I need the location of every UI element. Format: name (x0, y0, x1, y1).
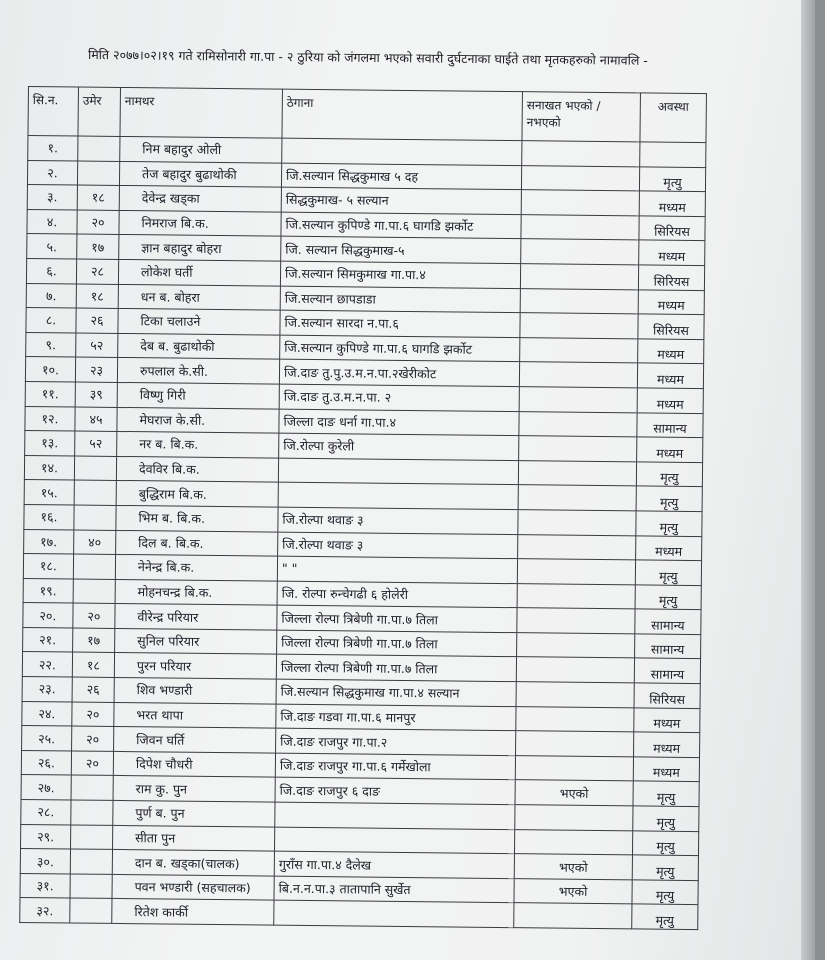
cell-status: मध्यम (639, 191, 705, 216)
paper-edge (801, 0, 815, 960)
cell-age (70, 849, 112, 874)
cell-address: जि.दाङ राजपुर गा.पा.२ (276, 728, 516, 755)
cell-address: जि.रोल्पा थवाङ ३ (278, 507, 518, 534)
cell-status: मृत्यु (636, 486, 702, 511)
cell-identified (515, 755, 633, 781)
cell-identified (514, 829, 632, 855)
cell-address: जिल्ला रोल्पा त्रिबेणी गा.पा.७ तिला (277, 605, 517, 632)
cell-identified: भएको (514, 878, 632, 904)
cell-name: निमराज बि.क. (119, 210, 281, 236)
cell-address: जि.सल्यान छापडाडा (280, 286, 520, 313)
cell-address: " " (277, 556, 517, 583)
cell-serial: २५. (22, 726, 72, 751)
cell-status: मृत्यु (635, 560, 701, 585)
cell-serial: १. (28, 136, 78, 161)
cell-serial: १०. (25, 357, 75, 382)
cell-status: सिरियस (638, 314, 704, 339)
cell-serial: ८. (26, 308, 76, 333)
casualty-table (19, 86, 707, 930)
document-title: मिति २०७७।०२।१९ गते रामिसोनारी गा.पा - २ ठुरिया को जंगलमा भएको सवारी दुर्घटनाका घाईते तथा मृतकहरुको नामावलि - (87, 47, 648, 68)
cell-status: मध्यम (639, 240, 705, 265)
cell-address (278, 458, 518, 485)
cell-serial: २४. (22, 701, 72, 726)
cell-name: ज्ञान बहादुर बोहरा (119, 235, 281, 261)
cell-name: वीरेन्द्र परियार (115, 604, 277, 630)
cell-status: मध्यम (638, 339, 704, 364)
cell-name: टिका चलाउने (118, 309, 280, 335)
cell-status: मध्यम (636, 535, 702, 560)
cell-identified: भएको (515, 780, 633, 806)
cell-address: गुराँस गा.पा.४ दैलेख (274, 851, 514, 878)
cell-serial: २१. (23, 627, 73, 652)
header-identified: सनाखत भएको / नभएको (522, 92, 641, 142)
cell-serial: ७. (26, 283, 76, 308)
cell-status: मृत्यु (632, 855, 698, 880)
cell-identified (518, 510, 636, 536)
cell-status: मृत्यु (639, 167, 705, 192)
cell-serial: २८. (21, 799, 71, 824)
table-body (20, 136, 706, 930)
cell-identified (521, 239, 639, 265)
cell-address (282, 138, 522, 165)
cell-address (274, 901, 514, 928)
cell-status: सिरियस (639, 216, 705, 241)
cell-identified (517, 559, 635, 585)
cell-status: सामान्य (635, 609, 701, 634)
cell-name: नेनेन्द्र बि.क. (115, 555, 277, 581)
cell-address: जि.सल्यान सिमकुमाख गा.पा.४ (280, 261, 520, 288)
cell-status: मध्यम (637, 437, 703, 462)
cell-identified (521, 214, 639, 240)
cell-name: देब ब. बुढाथोकी (118, 333, 280, 359)
cell-age: २८ (76, 259, 118, 284)
cell-identified (520, 288, 638, 314)
cell-name: पवन भण्डारी (सहचालक) (112, 874, 274, 900)
cell-serial: ३. (27, 185, 77, 210)
cell-age: २३ (75, 357, 117, 382)
cell-address: बि.न.न.पा.३ तातापानि सुर्खेत (274, 876, 514, 903)
cell-identified (518, 460, 636, 486)
cell-age (70, 898, 112, 923)
cell-identified (515, 805, 633, 831)
cell-age (77, 161, 119, 186)
cell-address: जि.दाङ तु.पु.उ.म.न.पा.२खेरीकोट (279, 359, 519, 386)
cell-identified (519, 411, 637, 437)
cell-age: ५२ (75, 431, 117, 456)
cell-identified (514, 903, 632, 929)
cell-name: भिम ब. बि.क. (116, 505, 278, 531)
cell-name: धन ब. बोहरा (118, 284, 280, 310)
cell-age: ४५ (75, 407, 117, 432)
cell-address: जिल्ला रोल्पा त्रिबेणी गा.पा.७ तिला (277, 630, 517, 657)
header-status: अवस्था (640, 93, 707, 143)
cell-serial: २६. (21, 750, 71, 775)
cell-age: १७ (77, 234, 119, 259)
cell-name: तेज बहादुर बुढाथोकी (119, 161, 281, 187)
cell-name: लोकेश घर्ती (118, 259, 280, 285)
cell-serial: ५. (27, 234, 77, 259)
cell-age (73, 554, 115, 579)
cell-serial: २९. (21, 824, 71, 849)
cell-serial: १६. (24, 504, 74, 529)
cell-age: ३९ (75, 382, 117, 407)
cell-identified (519, 362, 637, 388)
cell-identified (519, 436, 637, 462)
cell-name: सुनिल परियार (115, 628, 277, 654)
cell-identified (519, 387, 637, 413)
cell-identified (516, 706, 634, 732)
cell-address: जि. सल्यान सिद्धकुमाख-५ (281, 237, 521, 264)
cell-identified (520, 313, 638, 339)
cell-age: २० (72, 702, 114, 727)
cell-age (74, 456, 116, 481)
cell-status: सामान्य (634, 658, 700, 683)
cell-status: मृत्यु (635, 585, 701, 610)
cell-serial: ३१. (20, 873, 70, 898)
cell-status: मध्यम (638, 289, 704, 314)
cell-serial: ९. (26, 332, 76, 357)
cell-name: देवविर बि.क. (116, 456, 278, 482)
cell-age (78, 136, 120, 161)
cell-status: सामान्य (635, 634, 701, 659)
cell-status: मृत्यु (633, 806, 699, 831)
cell-age: २६ (72, 677, 114, 702)
cell-serial: २. (27, 160, 77, 185)
cell-identified (517, 608, 635, 634)
cell-age: २० (71, 751, 113, 776)
cell-serial: १२. (25, 406, 75, 431)
cell-age (74, 480, 116, 505)
cell-identified: भएको (514, 854, 632, 880)
cell-serial: ११. (25, 381, 75, 406)
header-age: उमेर (78, 87, 121, 136)
cell-name: राम कु. पुन (113, 776, 275, 802)
cell-serial: १९. (23, 578, 73, 603)
cell-status: सामान्य (637, 412, 703, 437)
cell-serial: १५. (24, 480, 74, 505)
cell-age: १८ (77, 185, 119, 210)
cell-identified (518, 485, 636, 511)
cell-address: जि.रोल्पा थवाङ ३ (278, 532, 518, 559)
cell-identified (521, 165, 639, 191)
cell-age: १८ (72, 652, 114, 677)
cell-address: जिल्ला रोल्पा त्रिबेणी गा.पा.७ तिला (276, 655, 516, 682)
cell-name: मोहनचन्द्र बि.क. (115, 579, 277, 605)
cell-address: जि.रोल्पा कुरेली (279, 433, 519, 460)
cell-address: जिल्ला दाङ धर्ना गा.पा.४ (279, 409, 519, 436)
cell-address: जि.सल्यान सिद्धकुमाख ५ दह (281, 163, 521, 190)
cell-status: मृत्यु (632, 880, 698, 905)
cell-status: मध्यम (637, 388, 703, 413)
cell-name: सीता पुन (113, 825, 275, 851)
cell-address: जि.दाङ राजपुर गा.पा.६ गर्मेखोला (275, 753, 515, 780)
cell-identified (520, 337, 638, 363)
cell-age: १७ (73, 628, 115, 653)
cell-status: मृत्यु (636, 462, 702, 487)
cell-status: सिरियस (634, 683, 700, 708)
cell-status: मृत्यु (636, 511, 702, 536)
cell-age (73, 579, 115, 604)
cell-address: जि.सल्यान कुपिण्डे गा.पा.६ घागडि झर्कोट (280, 335, 520, 362)
cell-status (640, 142, 706, 167)
cell-status: मध्यम (634, 732, 700, 757)
cell-serial: ३०. (20, 849, 70, 874)
cell-status: मृत्यु (632, 830, 698, 855)
cell-identified (517, 583, 635, 609)
cell-age (71, 825, 113, 850)
cell-age: २० (73, 603, 115, 628)
cell-name: शिव भण्डारी (114, 677, 276, 703)
cell-address (278, 482, 518, 509)
header-row (28, 87, 706, 143)
cell-address: जि.सल्यान कुपिण्डे गा.पा.६ घागडि झर्कोट (281, 212, 521, 239)
header-address: ठेगाना (282, 89, 522, 141)
cell-name: पुरन परियार (114, 653, 276, 679)
cell-serial: २०. (23, 603, 73, 628)
table-header (28, 87, 706, 143)
cell-address (275, 802, 515, 829)
cell-status: सिरियस (638, 265, 704, 290)
cell-status: मृत्यु (632, 904, 698, 929)
cell-serial: १७. (24, 529, 74, 554)
cell-name: दिपेश चौधरी (113, 751, 275, 777)
cell-name: मेघराज के.सी. (117, 407, 279, 433)
cell-serial: १४. (24, 455, 74, 480)
cell-serial: २२. (22, 652, 72, 677)
cell-name: बुद्धिराम बि.क. (116, 481, 278, 507)
cell-serial: २७. (21, 775, 71, 800)
cell-identified (518, 534, 636, 560)
cell-name: रुपलाल के.सी. (117, 358, 279, 384)
cell-name: नर ब. बि.क. (117, 432, 279, 458)
cell-serial: ३२. (20, 898, 70, 923)
cell-address (274, 827, 514, 854)
cell-status: मध्यम (634, 708, 700, 733)
cell-serial: २३. (22, 677, 72, 702)
cell-age: ४० (74, 530, 116, 555)
cell-address: सिद्धकुमाख- ५ सल्यान (281, 187, 521, 214)
cell-status: मध्यम (637, 363, 703, 388)
cell-name: पुर्ण ब. पुन (113, 800, 275, 826)
cell-identified (517, 633, 635, 659)
cell-age: २० (77, 210, 119, 235)
cell-age (74, 505, 116, 530)
cell-serial: ६. (26, 258, 76, 283)
cell-address: जि.दाङ राजपुर ६ दाङ (275, 778, 515, 805)
cell-name: भरत थापा (114, 702, 276, 728)
header-name: नामथर (120, 87, 283, 138)
cell-age: २६ (76, 308, 118, 333)
cell-status: मध्यम (633, 757, 699, 782)
cell-identified (516, 682, 634, 708)
cell-name: रितेश कार्की (112, 899, 274, 925)
cell-identified (522, 141, 640, 167)
cell-age: १८ (76, 284, 118, 309)
cell-serial: १८. (23, 554, 73, 579)
cell-address: जि.सल्यान सिद्धकुमाख गा.पा.४ सल्यान (276, 679, 516, 706)
cell-age (70, 874, 112, 899)
cell-address: जि.दाङ तु.उ.म.न.पा. २ (279, 384, 519, 411)
cell-name: विष्णु गिरी (117, 382, 279, 408)
cell-identified (521, 190, 639, 216)
cell-name: दिल ब. बि.क. (116, 530, 278, 556)
cell-name: निम बहादुर ओली (120, 136, 282, 162)
cell-age (71, 775, 113, 800)
cell-name: देवेन्द्र खड्का (119, 186, 281, 212)
cell-identified (516, 731, 634, 757)
cell-age (71, 800, 113, 825)
cell-age: ५२ (76, 333, 118, 358)
cell-age: २० (72, 726, 114, 751)
cell-identified (516, 657, 634, 683)
cell-status: मृत्यु (633, 781, 699, 806)
cell-identified (520, 264, 638, 290)
cell-name: दान ब. खड्का(चालक) (112, 850, 274, 876)
cell-address: जि.दाङ गडवा गा.पा.६ मानपुर (276, 704, 516, 731)
cell-serial: १३. (25, 431, 75, 456)
cell-serial: ४. (27, 209, 77, 234)
header-serial: सि.न. (28, 87, 79, 137)
cell-address: जि.सल्यान सारदा न.पा.६ (280, 310, 520, 337)
cell-address: जि. रोल्पा रुन्चेगढी ६ होलेरी (277, 581, 517, 608)
cell-name: जिवन घर्ति (114, 727, 276, 753)
